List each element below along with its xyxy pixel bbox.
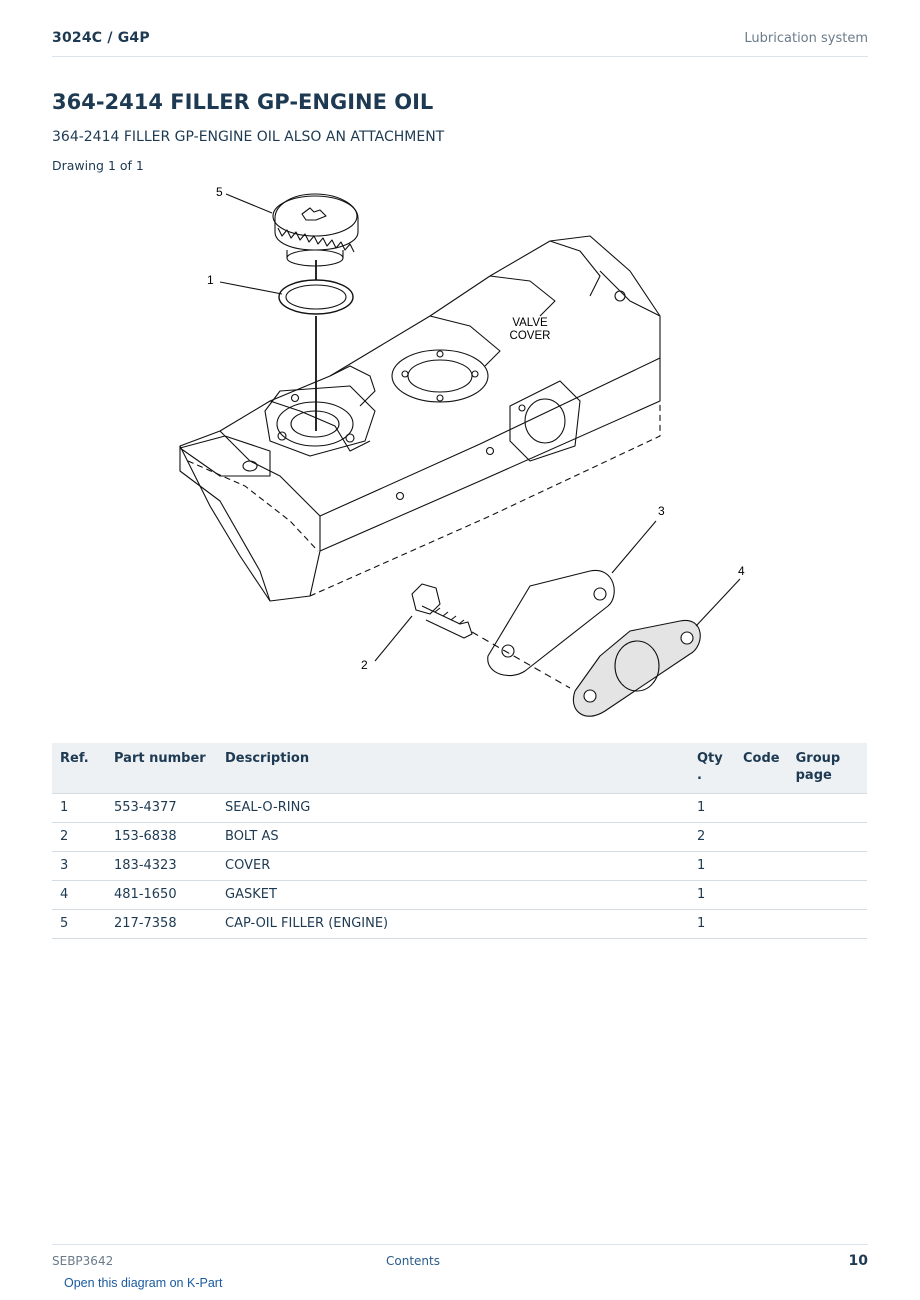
valve-cover-drawing <box>180 236 660 601</box>
kpart-link[interactable]: Open this diagram on K-Part <box>64 1276 223 1290</box>
callout-1: 1 <box>207 273 214 287</box>
cell-code <box>735 823 788 852</box>
page-footer <box>52 1244 868 1275</box>
callout-4: 4 <box>738 564 745 578</box>
cell-group-page <box>788 852 867 881</box>
page-subtitle: 364-2414 FILLER GP-ENGINE OIL ALSO AN ATTACHMENT <box>52 129 445 145</box>
cell-code <box>735 794 788 823</box>
cell-part-number: 183-4323 <box>106 852 217 881</box>
cell-code <box>735 910 788 939</box>
cell-ref: 2 <box>52 823 106 852</box>
table-row <box>52 910 867 939</box>
col-ref: Ref. <box>52 743 106 794</box>
table-row <box>52 794 867 823</box>
gasket-drawing <box>573 620 700 716</box>
parts-diagram <box>160 176 760 726</box>
parts-diagram-svg <box>160 176 760 726</box>
cell-part-number: 553-4377 <box>106 794 217 823</box>
cell-part-number: 481-1650 <box>106 881 217 910</box>
cell-description: SEAL-O-RING <box>217 794 689 823</box>
page-title: 364-2414 FILLER GP-ENGINE OIL <box>52 90 434 114</box>
cell-code <box>735 881 788 910</box>
cell-description: CAP-OIL FILLER (ENGINE) <box>217 910 689 939</box>
model-label: 3024C / G4P <box>52 30 150 46</box>
cell-part-number: 153-6838 <box>106 823 217 852</box>
cell-qty: 1 <box>689 794 735 823</box>
col-qty-line2: . <box>697 768 702 783</box>
col-code: Code <box>735 743 788 794</box>
cell-group-page <box>788 910 867 939</box>
bolt-drawing <box>412 584 472 638</box>
callout-5: 5 <box>216 185 223 199</box>
valve-cover-label-2: COVER <box>509 330 551 342</box>
table-row <box>52 852 867 881</box>
col-group-line1: Group <box>795 751 841 766</box>
cell-ref: 3 <box>52 852 106 881</box>
page-number: 10 <box>848 1253 868 1269</box>
cell-ref: 4 <box>52 881 106 910</box>
cell-description: GASKET <box>217 881 689 910</box>
page-header <box>52 28 868 57</box>
section-label: Lubrication system <box>744 31 868 46</box>
cell-part-number: 217-7358 <box>106 910 217 939</box>
col-qty-line1: Qty <box>697 751 723 766</box>
table-row <box>52 881 867 910</box>
parts-table <box>52 743 867 939</box>
col-group-line2: page <box>795 768 832 783</box>
cell-qty: 1 <box>689 910 735 939</box>
callout-3: 3 <box>658 504 665 518</box>
cell-description: COVER <box>217 852 689 881</box>
callout-2: 2 <box>361 658 368 672</box>
drawing-label: Drawing 1 of 1 <box>52 158 144 173</box>
valve-cover-label-1: VALVE <box>512 317 548 329</box>
col-group-page <box>788 743 867 794</box>
cell-ref: 5 <box>52 910 106 939</box>
cell-ref: 1 <box>52 794 106 823</box>
cell-group-page <box>788 881 867 910</box>
oil-filler-cap-drawing <box>273 194 358 266</box>
doc-code: SEBP3642 <box>52 1254 114 1268</box>
col-part-number: Part number <box>106 743 217 794</box>
cell-qty: 2 <box>689 823 735 852</box>
cell-description: BOLT AS <box>217 823 689 852</box>
cell-qty: 1 <box>689 852 735 881</box>
table-header-row <box>52 743 867 794</box>
cell-code <box>735 852 788 881</box>
cell-qty: 1 <box>689 881 735 910</box>
cover-plate-drawing <box>488 570 614 675</box>
col-description: Description <box>217 743 689 794</box>
seal-o-ring-drawing <box>279 280 353 314</box>
col-qty <box>689 743 735 794</box>
cell-group-page <box>788 823 867 852</box>
contents-link[interactable]: Contents <box>386 1254 440 1268</box>
table-row <box>52 823 867 852</box>
cell-group-page <box>788 794 867 823</box>
